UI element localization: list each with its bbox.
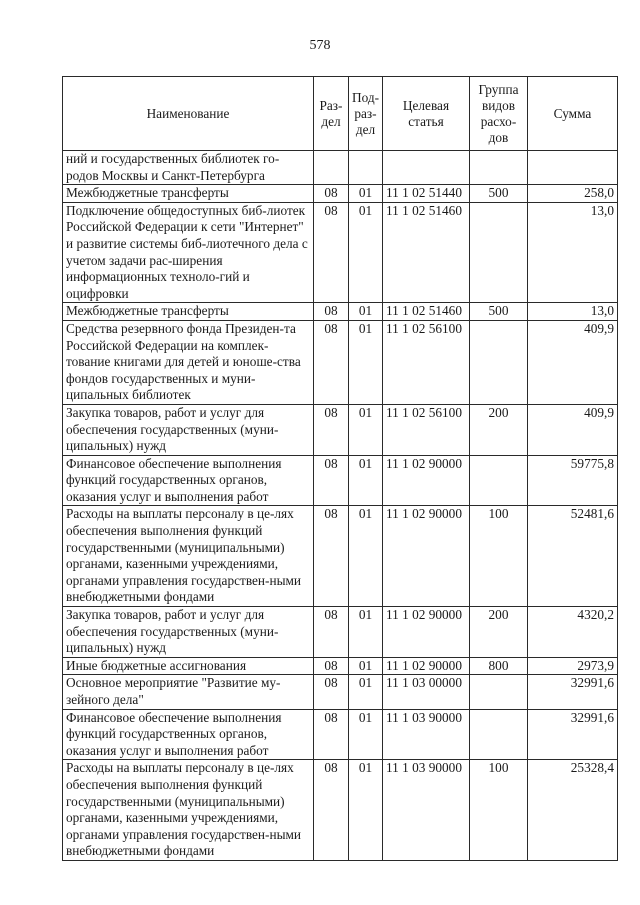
cell-sum (528, 151, 618, 185)
table-row (63, 709, 618, 760)
cell-target-article: 11 1 02 90000 (383, 455, 470, 506)
cell-subsection: 01 (349, 760, 383, 861)
cell-name: Иные бюджетные ассигнования (63, 657, 314, 675)
cell-expense-group (470, 455, 528, 506)
cell-target-article (383, 151, 470, 185)
cell-name: Закупка товаров, работ и услуг для обеспечения государственных (муни-ципальных) нужд (63, 404, 314, 455)
budget-table (62, 76, 618, 861)
cell-section: 08 (314, 709, 349, 760)
cell-target-article: 11 1 02 51460 (383, 303, 470, 321)
table-row (63, 506, 618, 607)
header-expense-group: Группа видов расхо-дов (470, 77, 528, 151)
cell-subsection: 01 (349, 607, 383, 658)
cell-sum: 409,9 (528, 320, 618, 404)
cell-name: Межбюджетные трансферты (63, 303, 314, 321)
cell-subsection: 01 (349, 185, 383, 203)
cell-subsection (349, 151, 383, 185)
cell-sum: 2973,9 (528, 657, 618, 675)
cell-subsection: 01 (349, 455, 383, 506)
cell-subsection: 01 (349, 404, 383, 455)
cell-section: 08 (314, 657, 349, 675)
cell-sum: 258,0 (528, 185, 618, 203)
cell-target-article: 11 1 02 56100 (383, 320, 470, 404)
table-row (63, 320, 618, 404)
cell-sum: 32991,6 (528, 675, 618, 709)
cell-sum: 13,0 (528, 202, 618, 303)
cell-target-article: 11 1 03 90000 (383, 760, 470, 861)
header-target-article: Целевая статья (383, 77, 470, 151)
cell-section: 08 (314, 202, 349, 303)
cell-target-article: 11 1 02 90000 (383, 506, 470, 607)
cell-subsection: 01 (349, 202, 383, 303)
header-sum: Сумма (528, 77, 618, 151)
cell-sum: 4320,2 (528, 607, 618, 658)
cell-name: Закупка товаров, работ и услуг для обеспечения государственных (муни-ципальных) нужд (63, 607, 314, 658)
cell-target-article: 11 1 02 51460 (383, 202, 470, 303)
cell-expense-group: 200 (470, 404, 528, 455)
cell-sum: 59775,8 (528, 455, 618, 506)
table-row (63, 202, 618, 303)
cell-expense-group: 100 (470, 506, 528, 607)
cell-expense-group: 500 (470, 185, 528, 203)
cell-section: 08 (314, 320, 349, 404)
table-row (63, 151, 618, 185)
cell-expense-group (470, 320, 528, 404)
cell-subsection: 01 (349, 709, 383, 760)
cell-sum: 25328,4 (528, 760, 618, 861)
cell-target-article: 11 1 02 56100 (383, 404, 470, 455)
cell-expense-group: 800 (470, 657, 528, 675)
cell-section: 08 (314, 404, 349, 455)
cell-subsection: 01 (349, 506, 383, 607)
cell-target-article: 11 1 02 90000 (383, 607, 470, 658)
cell-section: 08 (314, 506, 349, 607)
cell-name: ний и государственных библиотек го-родов Москвы и Санкт-Петербурга (63, 151, 314, 185)
cell-sum: 32991,6 (528, 709, 618, 760)
cell-name: Финансовое обеспечение выполнения функций государственных органов, оказания услуг и выполнения работ (63, 455, 314, 506)
cell-expense-group (470, 675, 528, 709)
cell-subsection: 01 (349, 675, 383, 709)
cell-name: Межбюджетные трансферты (63, 185, 314, 203)
cell-sum: 52481,6 (528, 506, 618, 607)
cell-expense-group: 200 (470, 607, 528, 658)
cell-expense-group (470, 151, 528, 185)
table-body (63, 151, 618, 861)
cell-name: Подключение общедоступных биб-лиотек Российской Федерации к сети "Интернет" и развитие системы биб-лиотечного дела с учетом задачи рас-ширения информационных техноло-гий и оцифровки (63, 202, 314, 303)
table-row (63, 675, 618, 709)
cell-section (314, 151, 349, 185)
cell-sum: 409,9 (528, 404, 618, 455)
table-row (63, 657, 618, 675)
cell-section: 08 (314, 455, 349, 506)
cell-subsection: 01 (349, 303, 383, 321)
cell-section: 08 (314, 185, 349, 203)
cell-expense-group: 100 (470, 760, 528, 861)
table-row (63, 185, 618, 203)
cell-section: 08 (314, 675, 349, 709)
cell-target-article: 11 1 02 90000 (383, 657, 470, 675)
cell-name: Средства резервного фонда Президен-та Российской Федерации на комплек-тование книгами для детей и юноше-ства фондов государственных и муни-ципальных библиотек (63, 320, 314, 404)
cell-name: Расходы на выплаты персоналу в це-лях обеспечения выполнения функций государственными (муниципальными) органами, казенными учреждениями, органами управления государствен-ными внебюджетными фондами (63, 506, 314, 607)
cell-section: 08 (314, 760, 349, 861)
table-row (63, 303, 618, 321)
page-number: 578 (309, 38, 331, 53)
cell-target-article: 11 1 03 00000 (383, 675, 470, 709)
cell-target-article: 11 1 02 51440 (383, 185, 470, 203)
cell-section: 08 (314, 303, 349, 321)
cell-expense-group (470, 202, 528, 303)
cell-name: Основное мероприятие "Развитие му-зейного дела" (63, 675, 314, 709)
header-section: Раз-дел (314, 77, 349, 151)
cell-sum: 13,0 (528, 303, 618, 321)
cell-name: Расходы на выплаты персоналу в це-лях обеспечения выполнения функций государственными (муниципальными) органами, казенными учреждениями, органами управления государствен-ными внебюджетными фондами (63, 760, 314, 861)
table-row (63, 455, 618, 506)
header-subsection: Под-раз-дел (349, 77, 383, 151)
cell-expense-group: 500 (470, 303, 528, 321)
header-name: Наименование (63, 77, 314, 151)
cell-name: Финансовое обеспечение выполнения функций государственных органов, оказания услуг и выполнения работ (63, 709, 314, 760)
cell-target-article: 11 1 03 90000 (383, 709, 470, 760)
cell-subsection: 01 (349, 320, 383, 404)
cell-expense-group (470, 709, 528, 760)
table-row (63, 607, 618, 658)
cell-subsection: 01 (349, 657, 383, 675)
table-header-row (63, 77, 618, 151)
cell-section: 08 (314, 607, 349, 658)
table-row (63, 760, 618, 861)
table-row (63, 404, 618, 455)
